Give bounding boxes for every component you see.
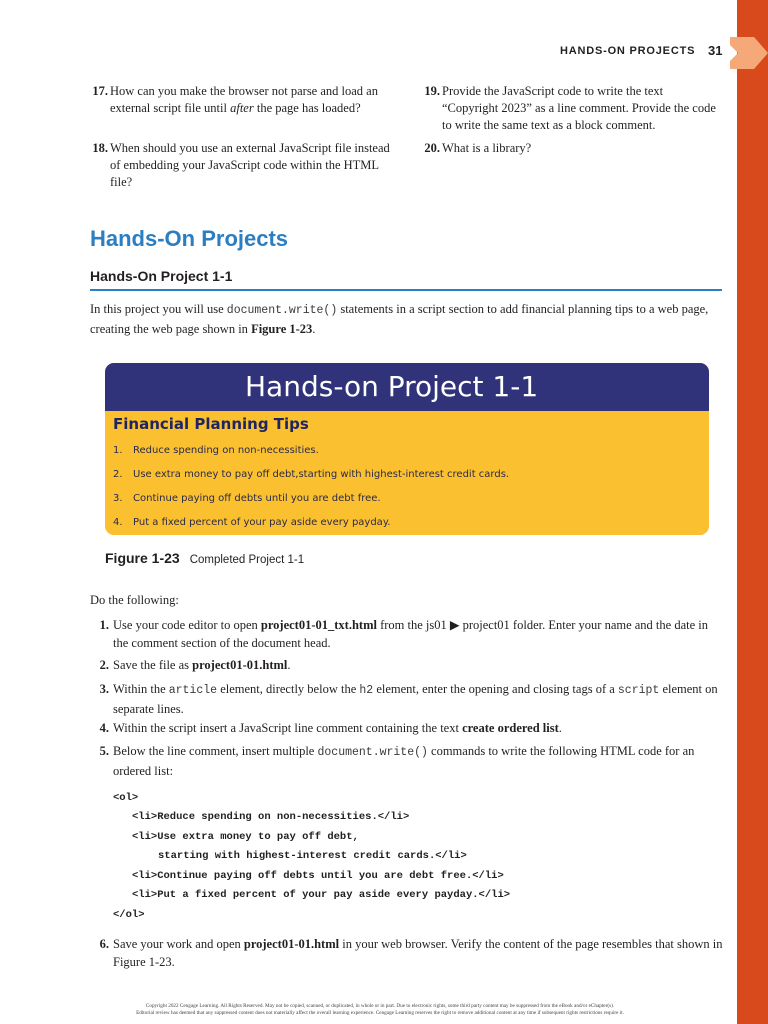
instructions-lead: Do the following: xyxy=(90,593,179,607)
running-head: HANDS-ON PROJECTS xyxy=(560,45,696,57)
page-tab-marker xyxy=(730,37,768,69)
code-line: <li>Use extra money to pay off debt, xyxy=(132,831,359,843)
figure-label: Figure 1-23 xyxy=(105,550,180,566)
step-4: 4. Within the script insert a JavaScript line comment containing the text create ordered list. xyxy=(99,721,562,735)
question-number: 20. xyxy=(424,141,440,155)
list-item: 1. Reduce spending on non-necessities. xyxy=(113,445,319,456)
step-1: 1. Use your code editor to open project01-01_txt.html from the js01 ▶ project01 folder. Enter your name and the date in the comment section of the document head. xyxy=(99,618,708,650)
page-number: 31 xyxy=(708,43,723,58)
question-number: 18. xyxy=(92,141,108,155)
section-rule xyxy=(90,289,722,291)
code-line: </ol> xyxy=(113,909,145,921)
question-19: 19. Provide the JavaScript code to write the text “Copyright 2023” as a line comment. Provide the code to write the same text as a block comment. xyxy=(442,83,720,134)
question-18: 18. When should you use an external JavaScript file instead of embedding your JavaScript code within the HTML file? xyxy=(110,140,395,191)
figure-screenshot xyxy=(105,363,709,535)
section-title: Hands-On Projects xyxy=(90,226,289,251)
list-item: 4. Put a fixed percent of your pay aside every payday. xyxy=(113,517,391,528)
code-line: <li>Reduce spending on non-necessities.</li> xyxy=(132,811,410,823)
code-line: starting with highest-interest credit cards.</li> xyxy=(158,850,467,862)
code-line: <li>Continue paying off debts until you are debt free.</li> xyxy=(132,870,504,882)
list-item: 3. Continue paying off debts until you are debt free. xyxy=(113,493,381,504)
question-number: 17. xyxy=(92,84,108,98)
step-3: 3. Within the article element, directly below the h2 element, enter the opening and closing tags of a script element on separate lines. xyxy=(99,682,718,716)
step-5: 5. Below the line comment, insert multiple document.write() commands to write the following HTML code for an ordered list: xyxy=(99,744,695,778)
step-6: 6. Save your work and open project01-01.html in your web browser. Verify the content of the page resembles that shown in Figure 1-23. xyxy=(99,937,723,969)
question-number: 19. xyxy=(424,84,440,98)
question-20: 20. What is a library? xyxy=(442,140,720,157)
figure-caption xyxy=(105,550,304,568)
figure-heading: Hands-on Project 1-1 xyxy=(105,363,709,411)
code-line: <li>Put a fixed percent of your pay aside every payday.</li> xyxy=(132,889,511,901)
intro-paragraph: In this project you will use document.write() statements in a script section to add financial planning tips to a web page, creating the web page shown in Figure 1-23. xyxy=(90,302,709,336)
project-title: Hands-On Project 1-1 xyxy=(90,268,233,284)
question-17: 17. How can you make the browser not parse and load an external script file until after the page has loaded? xyxy=(110,83,395,117)
copyright-footer: Copyright 2022 Cengage Learning. All Rights Reserved. May not be copied, scanned, or duplicated, in whole or in part. Due to electronic rights, some third party content may be suppressed from the eBook and/or eChapter(s). Editorial review has deemed that any suppressed content does not materially affect the overall learning experience. Cengage Learning reserves the right to remove additional content at any time if subsequent rights restrictions require it. xyxy=(136,1003,624,1016)
figure-subheading: Financial Planning Tips xyxy=(113,415,309,433)
figure-tips-list xyxy=(113,443,509,535)
list-item: 2. Use extra money to pay off debt,starting with highest-interest credit cards. xyxy=(113,469,510,480)
step-2: 2. Save the file as project01-01.html. xyxy=(99,658,291,672)
figure-caption-text: Completed Project 1-1 xyxy=(189,554,305,566)
page-edge-bar xyxy=(737,0,768,1024)
code-line: <ol> xyxy=(113,792,139,804)
